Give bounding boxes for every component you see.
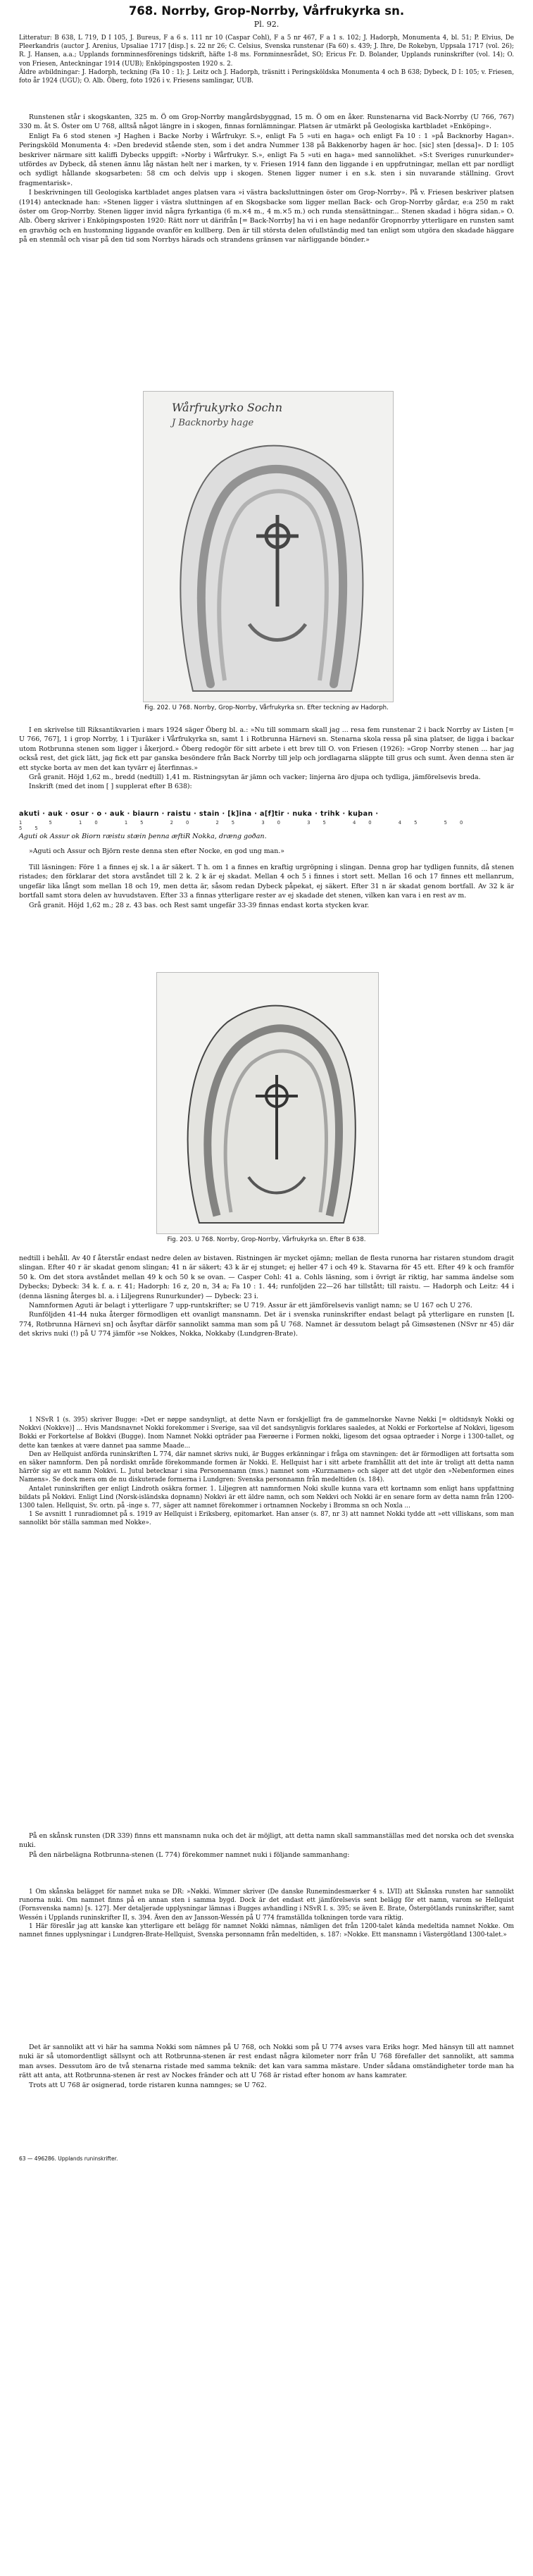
paragraph: Till läsningen: Före 1 a finnes ej sk. l a är säkert. T h. om 1 a finnes en kraftig urgröpning i slingan. Denna grop har tydligen funnits, då stenen ristades; den förklarar det stora avståndet till 2 k. 2 k är ej skadat. Mellan 4 och 5 i finnes i stort sett. Mellan 16 och 17 finnes ett mellanrum, ungefär lika långt som mellan 18 och 19, men detta är, såsom redan Dybeck påpekat, ej säkert. Efter 31 n är skadat genom bortfall. Av 32 k är bortfall samt stora delen av huvudstaven. Efter 33 a finnas ytterligare rester av ej skadade det stenen, vilken kan vara i en rest av m. (19, 864, 514, 900)
footnote: 1 Här föreslår jag att kanske kan ytterligare ett belägg för namnet Nokki nämnas, nämligen det från 1200-talet kända medeltida namnet Nokke. Om namnet finnes upplysningar i Lundgren-Brate-Hellquist, Svenska personnamn från medeltiden, s. 187: »Nokke. Ett mansnamn i Västergötland 1300-talet.» (19, 1922, 514, 1939)
rune-position-numbers: 1 5 10 15 20 25 30 35 40 45 50 55 (19, 820, 476, 831)
translation (19, 847, 514, 856)
reading-notes (19, 863, 514, 910)
page-title: 768. Norrby, Grop-Norrby, Vårfrukyrka sn. (128, 4, 405, 18)
normalized-transliteration: Aguti ok Assur ok Biorn ræistu stæin þenna æftiR Nokka, dræng goðan. (19, 833, 267, 840)
paragraph: I beskrivningen till Geologiska kartbladet anges platsen vara »i västra backsluttningen öster om Grop-Norrby». På v. Friesen beskriver platsen (1914) antecknade han: »Stenen ligger i västra sluttningen af en Skogsbacke som ligger mellan Back- och Grop-Norrby gårdar, e:a 250 m rakt öster om Grop-Norrby. Stenen ligger invid några fyrkantiga (6 m.×4 m., 4 m.×5 m.) och runda stensättningar... Stenen skadad i högra sidan.» O. Alb. Öberg skriver i Enköpingsposten 1920: Rätt norr ut därifrån [= Back-Norrby] ha vi i en hage nedanför Gropnorrby ytterligare en runsten samt en gravhög och en hustomning liggande ovanför en kullberg. Den är till största delen ofullständig med tan enligt som utgöra den skadade häggare på en stenmål och visar på den tid som Norrbys härads och strandens gränsen var närliggande bönder.» (19, 189, 514, 244)
plate-number: Pl. 92. (253, 20, 280, 29)
figure-2-caption: Fig. 203. U 768. Norrby, Grop-Norrby, Vårfrukyrka sn. Efter B 638. (167, 1236, 366, 1243)
paragraph: Namnformen Aguti är belagt i ytterligare 7 upp-runtskrifter; se U 719. Assur är ett jämförelsevis vanligt namn; se U 167 och U 276. (29, 1302, 472, 1310)
figure-hadorph-drawing (143, 391, 394, 702)
paragraph: Inskrift (med det inom [ ] supplerat efter B 638): (29, 783, 192, 791)
paragraph: Trots att U 768 är osignerad, torde ristaren kunna namnges; se U 762. (29, 2081, 267, 2089)
closing-text-2 (19, 2043, 514, 2090)
footnote: Antalet runinskriften ger enligt Lindroth osäkra former. 1. Liljegren att namnformen Noki skulle kunna vara ett kortnamn som enligt hans uppfattning bildats på Nokkvi. Enligt Lind (Norsk-isländska dopnamn) Nokkvi är ett äldre namn, och som Nøkkvi och Nokki är en senare form av detta namn från 1200-1300 talen. Hellquist, Sv. ortn. på -inge s. 77, säger att namnet förekommer i ortnamnen Nockeby i Bromma sn och Noxla ... (19, 1485, 514, 1510)
paragraph: Grå granit. Höjd 1,62 m., bredd (nedtill) 1,41 m. Ristningsytan är jämn och vacker; linjerna äro djupa och tydliga, jämförelsevis breda. (29, 773, 481, 782)
printer-signature: 63 — 496286. Upplands runinskrifter. (19, 2155, 118, 2162)
body-text-1 (19, 113, 514, 245)
literature-section (19, 34, 514, 85)
runestone-drawing (144, 392, 393, 702)
footnotes-section-2 (19, 1888, 514, 1939)
runestone-woodcut (157, 973, 378, 1233)
translation-text: »Aguti och Assur och Björn reste denna sten efter Nocke, en god ung man.» (29, 847, 284, 855)
paragraph: Runstenen står i skogskanten, 325 m. Ö om Grop-Norrby mangårdsbyggnad, 15 m. Ö om en åker. Runstenarna vid Back-Norrby (U 766, 767) 330 m. åt S. Öster om U 768, alltså något längre in i skogen, finnas fornlämningar. Platsen är utmärkt på Geologiska kartbladet »Enköping». (19, 113, 514, 131)
closing-text-1 (19, 1831, 514, 1860)
paragraph: nedtill i behåll. Av 40 f återstår endast nedre delen av bistaven. Ristningen är mycket ojämn; mellan de flesta runorna har ristaren stundom dragit slingan. Efter 40 r är skadat genom slingan; 41 n är säkert; 43 k är ej stunget; ej heller 47 i och 49 k. Stavarna för 45 ett. Efter 49 k och framför 50 k. Om det stora avståndet mellan 49 k och 50 k se ovan. — Casper Cohl: 41 a. Cohls läsning, som i övrigt är riktig, har samma ändelse som Dybecks; Dybeck: 34 k. f. a. r. 41; Hadorph: 16 z, 20 n, 34 a; Fa 10 : 1. 44; runfoljden 22—26 har tillstått; till raistu. — Hadorph och Leitz: 44 i (denna läsning återges bl. a. i Liljegrens Runurkunder) — Dybeck: 23 i. (19, 1255, 514, 1300)
handwriting-title: Wårfrukyrko Sochn (172, 401, 283, 414)
paragraph: Grå granit. Höjd 1,62 m.; 28 z. 43 bas. och Rest samt ungefär 33-39 finnas endast korta stycken kvar. (29, 901, 370, 909)
body-text-3 (19, 1254, 514, 1339)
footnotes-section (19, 1416, 514, 1528)
figure-b638-drawing (156, 972, 379, 1234)
paragraph: Det är sannolikt att vi här ha samma Nokki som nämnes på U 768, och Nokki som på U 774 avses vara Eriks hogr. Med hänsyn till att namnet nuki är så utomordentligt sällsynt och att Rotbrunna-stenen är rest endast några kilometer norr från U 768 förefaller det sannolikt, att samma man avses. Dessutom äro de två stenarna ristade med samma teknik: det kan vara samma mästare. Under sådana omständigheter torde man ha rätt att anta, att Rotbrunna-stenen är rest av Nockes fränder och att U 768 är ristad efter honom av hans kamrater. (19, 2043, 514, 2080)
paragraph: På den närbelägna Rotbrunna-stenen (L 774) förekommer namnet nuki i följande sammanhang: (29, 1850, 350, 1859)
figure-1-caption: Fig. 202. U 768. Norrby, Grop-Norrby, Vårfrukyrka sn. Efter teckning av Hadorph. (144, 704, 389, 711)
paragraph: Runföljden 41-44 nuka återger förmodligen ett ovanligt mansnamn. Det är i svenska runinskrifter endast belagt på ytterligare en runsten [L 774, Rotbrunna Härnevi sn] och åsyftar därför sannolikt samma man som på U 768. Namnet är dessutom belagt på Gimsøstenen (NSvr nr 45) där det skrivs nuki (!) på U 774 jämför »se Nokkes, Nokka, Nokkaby (Lundgren-Brate). (19, 1311, 514, 1338)
body-text-2 (19, 726, 514, 792)
footnote: 1 Om skånska belägget för namnet nuka se DR: »Nøkki. Wimmer skriver (De danske Runemindesmærker 4 s. LVII) att Skånska runsten har sannolikt runorna nuki. Om namnet finns på en annan sten i samma bygd. Dock är det endast ett jämförelsevis sent belägg för ett namn, varom se Hellquist (Fornsvenska namn) [s. 127]. Mer detaljerade upplysningar lämnas i Bugges avhandling i NSvR I. s. 395; se även E. Brate, Östergötlands runinskrifter, samt Wessén i Upplands runinskrifter II, s. 394. Även den av Jansson-Wessén på U 774 framställda tolkningen torde vara riktig. (19, 1889, 514, 1922)
paragraph: I en skrivelse till Riksantikvarien i mars 1924 säger Öberg bl. a.: »Nu till sommarn skall jag ... resa fem runstenar 2 i back Norrby av Listen [= U 766, 767], 1 i grop Norrby, 1 i Tjuräker i Vårfrukyrka sn, samt 1 i Rotbrunna Härnevi sn. Stenarna skola ressa på sina platser, de ligga i backar utom Rotbrunna stenen som ligger i åkerjord.» Öberg redogör för sitt arbete i ett brev till O. von Friesen (1926): »Grop Norrby stenen ... har jag också rest, det gick lätt, jag fick ett par ganska besöndere från Back Norrby till jelp och jordlagarna släppte till grus och sumt. Även denna sten är ett stycke borta av men det kan tyvärr ej återfinnas.» (19, 726, 514, 772)
paragraph: På en skånsk runsten (DR 339) finns ett mansnamn nuka och det är möjligt, att detta namn skall sammanställas med det norska och det svenska nuki. (19, 1832, 514, 1850)
footnote: 1 NSvR 1 (s. 395) skriver Bugge: »Det er nøppe sandsynligt, at dette Navn er forskjelligt fra de gammelnorske Navne Nøkki [= oldtidsnyk Nokki og Nokkvi (Nokkve)] ... Hvis Mandsnavnet Nokki forekommer i Sverige, saa vil det sandsynligvis forklares saaledes, at Nokki er Forkortelse af Nokkvi, ligesom Bokki er Forkortelse af Bokkvi (Bugge). Inom Namnet Nokki opträder paa Færøerne i Formen nokki, ligesom det ogsaa optraeder i Norge i 1300-tallet, og dette kan tænkes at være dannet paa samme Maade... (19, 1417, 514, 1450)
handwriting-subtitle: J Backnorby hage (172, 418, 254, 428)
paragraph: Enligt Fa 6 stod stenen »J Haghen i Backe Norby i Wårfrukyr. S.», enligt Fa 5 »uti en haga» och enligt Fa 10 : 1 »på Backnorby Hagan». Peringsköld Monumenta 4: »Den bredevid stående sten, som i det andra Nummer 138 på Bakkenorby hagen är hoc. [sic] sten [dessa]». D I: 105 beskriver närmare sitt kaliffi Dybecks uppgift: »Norby i Wårfrukyr. S.», enligt Fa 5 »uti en haga» med sannolikhet. »S:t Sveriges runurkunder» utfördes av Dybeck, då stenen ännu låg nästan helt ner i marken, ty v. Friesen 1914 fann den liggande i en uppfrutningar, mellan ett par nordligt och sydligt hållande skogsarbeten: 58 cm och delvis upp i skogen. Stenen ligger numer i en s.k. sten i sin nuvarande ställning. Grovt fragmentarisk». (19, 132, 514, 187)
footnote: 1 Se avsnitt 1 runradiomnet på s. 1919 av Hellquist i Eriksberg, epitomarket. Han anser (s. 87, nr 3) att namnet Nokki tydde att »ett villiskans, som man sannolikt bör ställa samman med Nokke». (19, 1511, 514, 1527)
literature-text: Litteratur: B 638, L 719, D I 105, J. Bureus, F a 6 s. 111 nr 10 (Caspar Cohl), F a 5 nr 467, F a 1 s. 102; J. Hadorph, Monumenta 4, bl. 51; P. Elvius, De Pleerkandris (auctor J. Arenius, Upsaliae 1717 [disp.] s. 22 nr 26; C. Celsius, Svenska runstenar (Fa 60) s. 439; J. Ihre, De Rokebyn, Uppsala 1717 (vol. 26); R. J. Hansen, a.a.; Upplands fornminnesförenings tidskrift, häfte 1-8 ms. Fornminnesrådet, SO; Ericus Fr. D. Bolander, Upplands runinskrifter (vol. 14); O. von Friesen, Anteckningar 1914 (UUB); Enköpingsposten 1920 s. 2. (19, 35, 514, 68)
older-illustrations-text: Äldre avbildningar: J. Hadorph, teckning (Fa 10 : 1); J. Leitz och J. Hadorph, träsnitt i Peringsköldska Monumenta 4 och B 638; Dybeck, D I: 105; v. Friesen, foto år 1924 (UGU); O. Alb. Öberg, foto 1926 i v. Friesens samlingar, UUB. (19, 68, 514, 85)
rune-transcription: akuti · auk · osur · o · auk · biaurn · raistu · stain · [k]ina · a[f]tir · nuka · trihk · kuþan · (19, 810, 379, 818)
footnote: Den av Hellquist anförda runinskriften L 774, där namnet skrivs nuki, är Bugges erkänningar i fråga om stavningen: det är förmodligen att fortsatta som en säker namnform. Den på nordiskt område förekommande formen är Nokki. E. Hellquist har i sitt arbete framhållit att det inte är troligt att detta namn härrör sig av ett namn Nokkvi. L. Jutul betecknar i sina Personennamn (mss.) namnet som »Kurznamen» och säger att det utgör den »Nebenformen eines Namens». Se dock mera om de nu diskuterade formerna i Lundgren: Svenska personnamn från medeltiden (s. 184). (19, 1450, 514, 1484)
